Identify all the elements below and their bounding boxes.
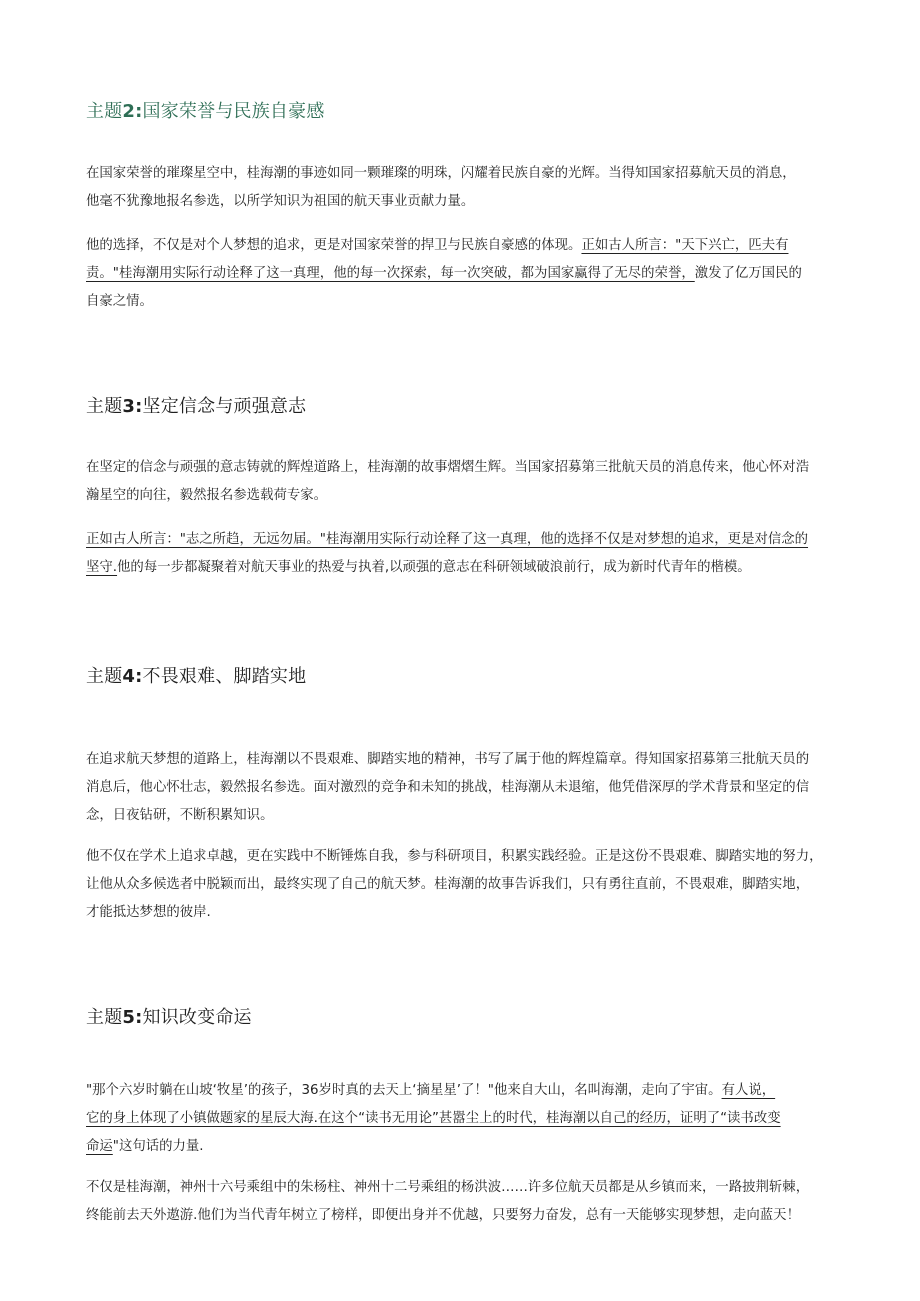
paragraph (86, 160, 846, 216)
heading-title: 知识改变命运 (142, 1007, 252, 1028)
underlined-text: 责。"桂海潮用实际行动诠释了这一真理，他的每一次探索，每一次突破，都为国家赢得了无尽的荣誉， (86, 266, 695, 281)
heading-title: 国家荣誉与民族自豪感 (142, 101, 325, 122)
underlined-text: 正如古人所言："天下兴亡，匹夫有 (581, 238, 789, 253)
text-segment: 才能抵达梦想的彼岸. (86, 905, 211, 920)
paragraph-line (86, 1077, 846, 1105)
text-segment: 他的选择，不仅是对个人梦想的追求，更是对国家荣誉的捍卫与民族自豪感的体现。 (86, 238, 582, 253)
paragraph-line (86, 1174, 846, 1202)
paragraph-line (86, 260, 846, 288)
section-heading (86, 1006, 252, 1030)
paragraph-line (86, 774, 846, 802)
paragraph-line (86, 802, 846, 830)
paragraph-line (86, 188, 846, 216)
paragraph (86, 526, 846, 582)
paragraph (86, 1174, 846, 1230)
paragraph (86, 454, 846, 510)
paragraph (86, 232, 846, 316)
heading-prefix: 主题 (86, 666, 123, 687)
paragraph-line (86, 554, 846, 582)
paragraph-line (86, 1133, 846, 1161)
heading-number: 3: (122, 396, 143, 417)
text-segment: 消息后，他心怀壮志，毅然报名参选。面对激烈的竞争和未知的挑战，桂海潮从未退缩，他凭借深厚的学术背景和坚定的信 (86, 780, 810, 795)
section-heading (86, 100, 325, 124)
heading-number: 4: (122, 666, 143, 687)
text-segment: 他毫不犹豫地报名参选，以所学知识为祖国的航天事业贡献力量。 (86, 194, 475, 209)
paragraph-line (86, 843, 846, 871)
heading-title: 不畏艰难、脚踏实地 (142, 666, 307, 687)
underlined-text: 坚守. (86, 560, 118, 575)
text-segment: 他不仅在学术上追求卓越，更在实践中不断锤炼自我，参与科研项目，积累实践经验。正是这份不畏艰难、脚踏实地的努力， (86, 849, 823, 864)
paragraph-line (86, 454, 846, 482)
paragraph-line (86, 871, 846, 899)
underlined-text: 正如古人所言："志之所趋，无远勿届。"桂海潮用实际行动诠释了这一真理，他的选择不仅是对梦想的追求，更是对信念的 (86, 532, 809, 547)
text-segment: "那个六岁时躺在山坡‘牧星’的孩子，36岁时真的去天上‘摘星星’了！"他来自大山，名叫海潮，走向了宇宙。 (86, 1083, 722, 1098)
underlined-text: 命运 (86, 1139, 113, 1154)
section-heading (86, 665, 306, 689)
text-segment: 在坚定的信念与顽强的意志铸就的辉煌道路上，桂海潮的故事熠熠生辉。当国家招募第三批航天员的消息传来，他心怀对浩 (86, 460, 810, 475)
paragraph-line (86, 899, 846, 927)
text-segment: 自豪之情。 (86, 294, 153, 309)
text-segment: 念，日夜钻研，不断积累知识。 (86, 808, 274, 823)
text-segment: 让他从众多候选者中脱颖而出，最终实现了自己的航天梦。桂海潮的故事告诉我们，只有勇往直前，不畏艰难，脚踏实地， (86, 877, 810, 892)
paragraph (86, 843, 846, 927)
paragraph (86, 1077, 846, 1161)
paragraph-line (86, 482, 846, 510)
heading-number: 2: (122, 101, 143, 122)
text-segment: "这句话的力量. (112, 1139, 204, 1154)
text-segment: 他的每一步都凝聚着对航天事业的热爱与执着,以顽强的意志在科研领域破浪前行，成为新时代青年的楷模。 (117, 560, 751, 575)
heading-title: 坚定信念与顽强意志 (142, 396, 307, 417)
underlined-text: 有人说， (721, 1083, 776, 1098)
heading-number: 5: (122, 1007, 143, 1028)
heading-prefix: 主题 (86, 101, 123, 122)
heading-prefix: 主题 (86, 396, 123, 417)
paragraph-line (86, 288, 846, 316)
underlined-text: 在这个“读书无用论”甚嚣尘上的时代，桂海潮以自己的经历，证明了“读书改变 (317, 1111, 781, 1126)
paragraph (86, 746, 846, 830)
section-heading (86, 395, 306, 419)
paragraph-line (86, 160, 846, 188)
text-segment: 终能前去天外遨游.他们为当代青年树立了榜样，即便出身并不优越，只要努力奋发，总有一天能够实现梦想，走向蓝天！ (86, 1208, 800, 1223)
text-segment: 在国家荣誉的璀璨星空中，桂海潮的事迹如同一颗璀璨的明珠，闪耀着民族自豪的光辉。当得知国家招募航天员的消息， (86, 166, 796, 181)
text-segment: 激发了亿万国民的 (694, 266, 802, 281)
paragraph-line (86, 232, 846, 260)
paragraph-line (86, 1105, 846, 1133)
paragraph-line (86, 526, 846, 554)
text-segment: 不仅是桂海潮，神州十六号乘组中的朱杨柱、神州十二号乘组的杨洪波……许多位航天员都是从乡镇而来，一路披荆斩棘， (86, 1180, 810, 1195)
heading-prefix: 主题 (86, 1007, 123, 1028)
underlined-text: 它的身上体现了小镇做题家的星辰大海. (86, 1111, 318, 1126)
paragraph-line (86, 1202, 846, 1230)
text-segment: 瀚星空的向往，毅然报名参选载荷专家。 (86, 488, 328, 503)
text-segment: 在追求航天梦想的道路上，桂海潮以不畏艰难、脚踏实地的精神，书写了属于他的辉煌篇章。得知国家招募第三批航天员的 (86, 752, 810, 767)
paragraph-line (86, 746, 846, 774)
